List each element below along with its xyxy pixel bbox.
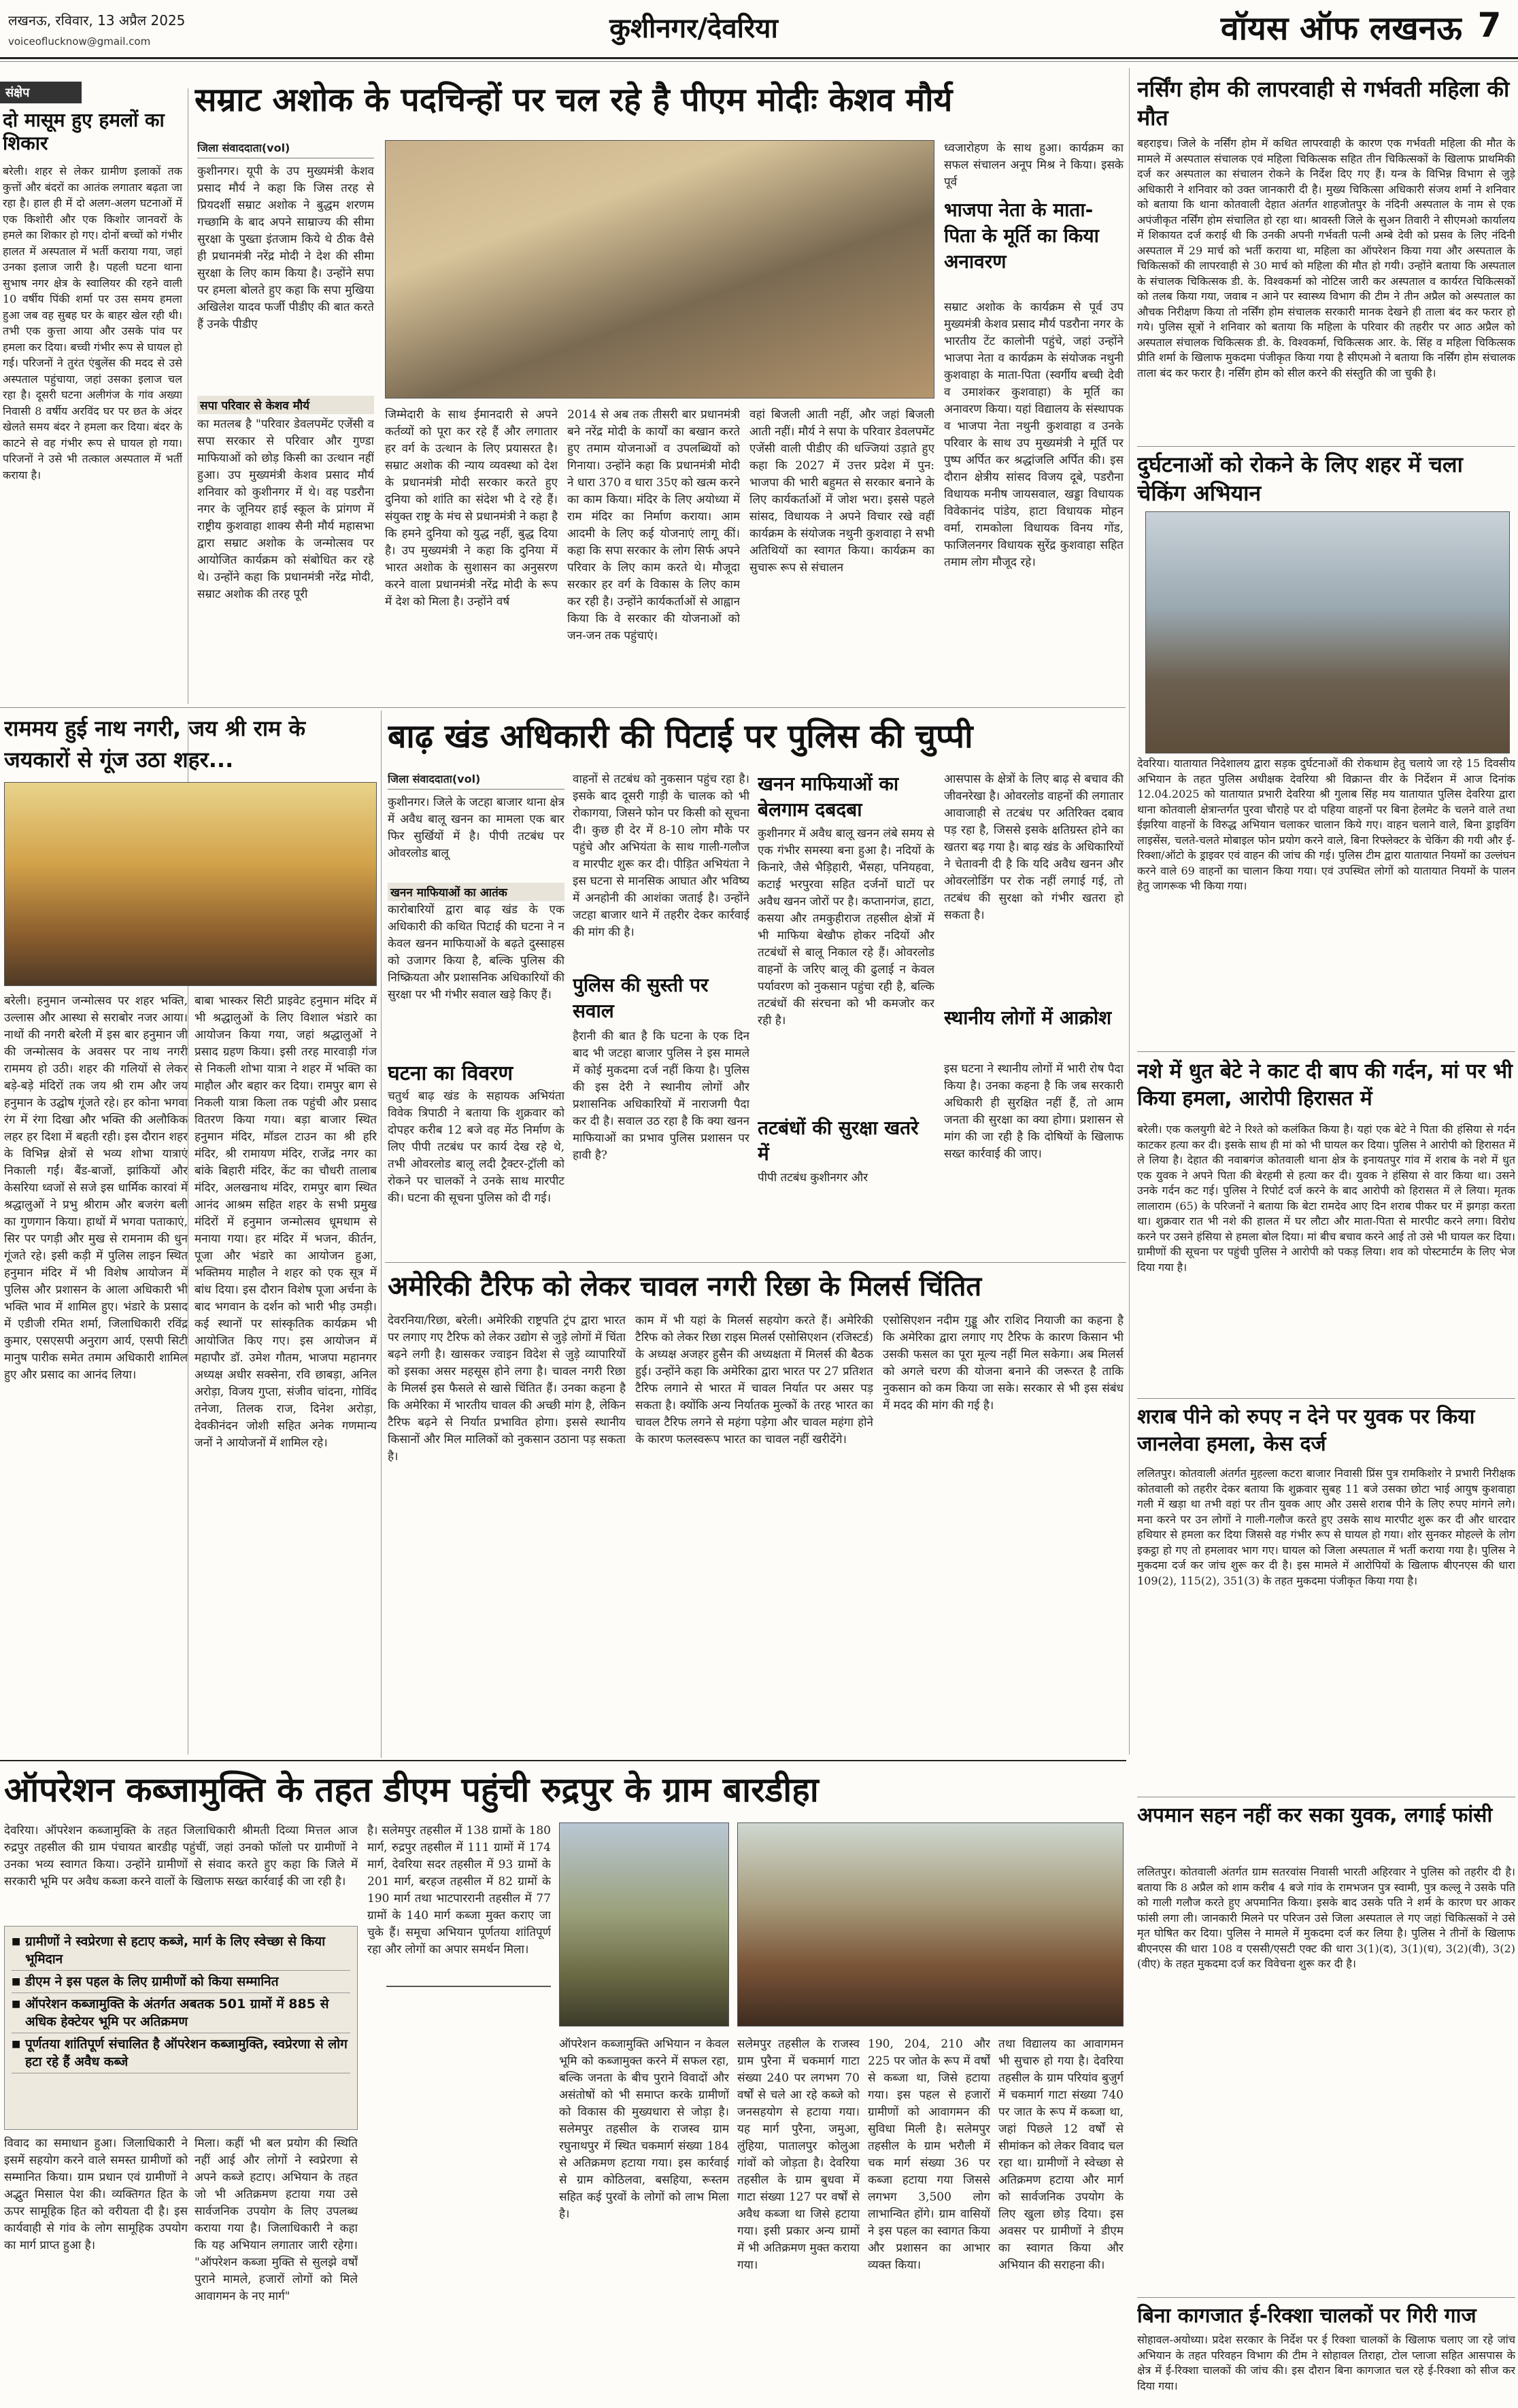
badh-col2b: हैरानी की बात है कि घटना के एक दिन बाद भी जटहा बाजार पुलिस ने इस मामले में कोई मुकदमा दर्ज नहीं किया है। पुलिस की इस देरी ने स्थानीय लोगों और प्रशासनिक अधिकारियों में नाराजगी पैदा कर दी है। सवाल उठ रहा है कि क्या खनन माफियाओं का प्रभाव पुलिस प्रशासन पर हावी है? [573, 1030, 749, 1162]
ashok-col1b: का मतलब है "परिवार डेवलपमेंट एजेंसी व सपा सरकार से परिवार और गुण्डा माफियाओं को छोड़ किसी का उत्थान नहीं हुआ। उप मुख्यमंत्री केशव प्रसाद मौर्य शनिवार को कुशीनगर में थे। वह पडरौना नगर के जूनियर हाई स्कूल के प्रांगण में राष्ट्रीय कुशवाहा शाक्य सैनी मौर्य महासभा द्वारा सम्राट अशोक के जन्मोत्सव पर आयोजित कार्यक्रम को संबोधित कर रहे थे। उन्होंने कहा कि प्रधानमंत्री नरेंद्र मोदी, सम्राट अशोक की तरह पूरी [197, 418, 374, 601]
brief-headline: दो मासूम हुए हमलों का शिकार [3, 109, 165, 154]
kabza-photo-2 [737, 1822, 1124, 2027]
divider-checking [1137, 1051, 1515, 1052]
badh-col2: वाहनों से तटबंध को नुकसान पहुंच रहा है। इसके बाद दूसरी गाड़ी के चालक को भी रोकागया, जिसने फोन पर किसी को सूचना दी। कुछ ही देर में 8-10 लोग मौके पर पहुंचे और अभियंता के साथ गाली-गलौज व मारपीट शुरू कर दी। पीड़ित अभियंता ने इस घटना से मानसिक आघात और भविष्य में अनहोनी की आशंका जताई है। उन्होंने जटहा बाजार थाने में तहरीर देकर कार्रवाई की मांग की है। [573, 773, 749, 939]
badh-sub6: स्थानीय लोगों में आक्रोश [944, 1006, 1112, 1029]
kabza-bullet: ■ पूर्णतया शांतिपूर्ण संचालित है ऑपरेशन कब्जामुक्ति, स्वप्रेरणा से लोग हटा रहे हैं अवैध कब्जे [12, 2033, 350, 2073]
checking-body: देवरिया। यातायात निदेशालय द्वारा सड़क दुर्घटनाओं की रोकथाम हेतु चलाये जा रहे 15 दिवसीय अभियान के तहत पुलिस अधीक्षक देवरिया श्री विक्रान्त वीर के निर्देशन में आज दिनांक 12.04.2025 को यातायात प्रभारी देवरिया श्री गुलाब सिंह मय यातायात पुलिस देवरिया द्वारा थाना कोतवाली क्षेत्रान्तर्गत पुरवा चौराहे पर दो पहिया वाहनों पर बिना हेलमेट के चलने वाले तथा ईझरिया वाहनों के विरुद्ध अभियान चलाकर चालान किये गए। वाहन चलाने वाले, बिना ड्राइविंग लाइसेंस, चलते-चलते मोबाइल फोन प्रयोग करने वाले, बिना रिफ्लेक्टर के चेकिंग की गयी और ई-रिक्शा/ऑटो के ड्राइवर एवं वाहन की जांच की गई। पुलिस टीम द्वारा यातायात नियमों का उल्लंघन करने वाले 69 वाहनों का चालान किया गया। एवं उपस्थित लोगों को यातायात नियमों के पालन हेतु जागरूक भी किया गया। [1137, 757, 1515, 892]
bjp-headline: भाजपा नेता के माता-पिता के मूर्ति का किया अनावरण [944, 199, 1099, 273]
badh-sub3: पुलिस की सुस्ती पर सवाल [573, 974, 709, 1022]
checking-headline: दुर्घटनाओं को रोकने के लिए शहर में चला चेकिंग अभियान [1137, 452, 1463, 506]
badh-sub4: खनन माफियाओं का बेलगाम दबदबा [758, 773, 899, 821]
sharab-headline: शराब पीने को रुपए न देने पर युवक पर किया जानलेवा हमला, केस दर्ज [1137, 1405, 1475, 1456]
tariff-col1: देवरनिया/रिछा, बरेली। अमेरिकी राष्ट्रपति ट्रंप द्वारा भारत पर लगाए गए टैरिफ को लेकर उद्योग से जुड़े लोगों में चिंता बढ़ने लगी है। खासकर ज्वाइन विदेश से जुड़े व्यापारियों को इसका असर महसूस होने लगा है। चावल नगरी रिछा के मिलर्स इस फैसले से खासे चिंतित हैं। उनका कहना है कि अमेरिका में भारतीय चावल की अच्छी मांग है, लेकिन टैरिफ बढ़ने से निर्यात प्रभावित होगा। इससे स्थानीय किसानों और मिल मालिकों को नुकसान उठाना पड़ सकता है। [388, 1314, 626, 1463]
divider-nursing [1137, 446, 1515, 447]
apmaan-body: ललितपुर। कोतवाली अंतर्गत ग्राम सतरवांस निवासी भारती अहिरवार ने पुलिस को तहरीर दी है। बताया कि 8 अप्रैल को शाम करीब 4 बजे गांव के रामभजन पुत्र स्वामी, पुत्र कल्लू ने उसके पति को गाली गलौज करते हुए अपमानित किया। इसके बाद उसके पति ने शर्म के कारण घर आकर फांसी लगा ली। जानकारी मिलने पर परिजन उसे जिला अस्पताल ले गए जहां चिकित्सकों ने उसे मृत घोषित कर दिया। पुलिस ने मामले में मुकदमा दर्ज कर लिया है। पुलिस ने तीनों के खिलाफ बीएनएस की धारा 108 व एससी/एसटी एक्ट की धारा 3(1)(द), 3(1)(ध), 3(2)(वी), 3(2)(वीए) के तहत मुकदमा दर्ज कर विवेचना शुरू कर दी है। [1137, 1865, 1515, 1970]
paper-name: वॉयस ऑफ लखनऊ [1220, 10, 1462, 48]
apmaan-headline: अपमान सहन नहीं कर सका युवक, लगाई फांसी [1137, 1803, 1493, 1827]
badh-sub5: तटबंधों की सुरक्षा खतरे में [758, 1117, 919, 1165]
masthead-rule [0, 57, 1518, 59]
badh-headline: बाढ़ खंड अधिकारी की पिटाई पर पुलिस की चुप्पी [388, 717, 973, 756]
divider-apmaan [1137, 2297, 1515, 2298]
erickshaw-body: सोहावल-अयोध्या। प्रदेश सरकार के निर्देश पर ई रिक्शा चालकों के खिलाफ चलाए जा रहे जांच अभियान के तहत परिवहन विभाग की टीम ने सोहावल तिराहा, टोल प्लाजा सहित आसपास के क्षेत्र में ई-रिक्शा चालकों की जांच की। इस दौरान बिना कागजात चल रहे ई-रिक्शा को सीज कर दिया गया। [1137, 2333, 1515, 2392]
tariff-col2: काम में भी यहां के मिलर्स सहयोग करते हैं। अमेरिकी टैरिफ को लेकर रिछा राइस मिलर्स एसोसिएशन (रजिस्टर्ड) के अध्यक्ष अजहर हुसैन की अध्यक्षता में मिलर्स की बैठक हुई। उन्होंने कहा कि अमेरिका द्वारा भारत पर 27 प्रतिशत टैरिफ लगाने से भारत में चावल निर्यात पर असर पड़ सकता है। क्योंकि अन्य निर्यातक मुल्कों के तरह भारत का चावल टैरिफ लगने से महंगा पड़ेगा और चावल महंगा होने के कारण फलस्वरूप भारत का चावल नहीं खरीदेंगे। [635, 1314, 873, 1446]
divider [1129, 68, 1130, 1754]
ashok-sub1: सपा परिवार से केशव मौर्य [197, 396, 374, 414]
ashok-headline: सम्राट अशोक के पदचिन्हों पर चल रहे है पीएम मोदीः केशव मौर्य [195, 81, 953, 119]
ashok-photo [385, 140, 934, 398]
divider-ram [0, 707, 1126, 708]
kabza-col3: ऑपरेशन कब्जामुक्ति अभियान न केवल भूमि को कब्जामुक्त करने में सफल रहा, बल्कि जनता के बीच पुराने विवादों और असंतोषों को भी समाप्त करके ग्रामीणों को विकास की मुख्यधारा से जोड़ा है। सलेमपुर तहसील के राजस्व ग्राम रघुनाथपुर में स्थित चकमार्ग संख्या 184 से अतिक्रमण हटाया गया। इस कार्रवाई से ग्राम कोठिलवा, बसहिया, रूस्तम सहित कई पुरवों के लोगों को लाभ मिला है। [559, 2037, 729, 2221]
divider-kabza [0, 1760, 1126, 1761]
kabza-headline: ऑपरेशन कब्जामुक्ति के तहत डीएम पहुंची रुद्रपुर के ग्राम बारडीहा [4, 1770, 819, 1810]
badh-sub2: घटना का विवरण [388, 1062, 513, 1085]
divider [381, 711, 382, 1758]
erickshaw-headline: बिना कागजात ई-रिक्शा चालकों पर गिरी गाज [1137, 2304, 1477, 2328]
kabza-photo-1 [386, 1986, 551, 1987]
badh-col4: आसपास के क्षेत्रों के लिए बाढ़ से बचाव की जीवनरेखा है। ओवरलोड वाहनों की लगातार आवाजाही से तटबंध पर अतिरिक्त दबाव पड़ रहा है, जिससे इसके क्षतिग्रस्त होने का खतरा बढ़ गया है। बाढ़ खंड के अधिकारियों ने चेतावनी दी है कि यदि अवैध खनन और ओवरलोडिंग पर रोक नहीं लगाई गई, तो तटबंध की सुरक्षा को गंभीर खतरा हो सकता है। [944, 773, 1124, 922]
tariff-headline: अमेरिकी टैरिफ को लेकर चावल नगरी रिछा के मिलर्स चिंतित [388, 1271, 982, 1302]
bjp-body: सम्राट अशोक के कार्यक्रम से पूर्व उप मुख्यमंत्री केशव प्रसाद मौर्य पडरौना नगर के भारतीय टेंट कालोनी पहुंचे, जहां उन्होंने भाजपा नेता व कार्यक्रम के संयोजक नथुनी कुशवाहा के माता-पिता (स्वर्गीय बच्ची देवी व उमाशंकर कुशवाहा) के मूर्ति का अनावरण किया। यहां विद्यालय के संस्थापक व भाजपा नेता नथुनी कुशवाहा व उनके परिवार के साथ उप मुख्यमंत्री ने मूर्ति पर पुष्प अर्पित कर श्रद्धांजलि अर्पित की। इस दौरान क्षेत्रीय सांसद विजय दूबे, पडरौना विधायक मनीष जायसवाल, खड्डा विधायक विवेकानंद पांडेय, हाटा विधायक मोहन वर्मा, रामकोला विधायक विनय गोंड, फाजिलनगर विधायक सुरेंद्र कुशवाहा सहित तमाम लोग मौजूद रहे। [944, 301, 1124, 569]
ashok-col5: ध्वजारोहण के साथ हुआ। कार्यक्रम का सफल संचालन अनूप मिश्र ने किया। इसके पूर्व [944, 141, 1124, 189]
kabza-col6: तथा विद्यालय का आवागमन भी सुचारु हो गया है। देवरिया तहसील के ग्राम परियांव बुजुर्ग में चकमार्ग गाटा संख्या 740 पर जात के रूप में कब्जा था, जहां पिछले 12 वर्षों से सीमांकन को लेकर विवाद चल रहा था। ग्रामीणों ने स्वेच्छा से अतिक्रमण हटाया और मार्ग को सार्वजनिक उपयोग के लिए खुला छोड़ दिया। इस अवसर पर ग्रामीणों ने डीएम का स्वागत किया और अभियान की सराहना की। [998, 2037, 1124, 2272]
nursing-headline: नर्सिंग होम की लापरवाही से गर्भवती महिला की मौत [1137, 76, 1510, 131]
kabza-bullet: ■ ऑपरेशन कब्जामुक्ति के अंतर्गत अबतक 501 ग्रामों में 885 से अधिक हेक्टेयर भूमि पर अतिक्रमण [12, 1993, 350, 2033]
kabza-col2b: मिला। कहीं भी बल प्रयोग की स्थिति नहीं आई और लोगों ने स्वप्रेरणा से अपने कब्जे हटाए। अभियान के तहत जो भी अतिक्रमण हटाया गया उसे सार्वजनिक उपयोग के लिए उपलब्ध कराया गया है। जिलाधिकारी ने कहा कि यह अभियान लगातार जारी रहेगा। "ऑपरेशन कब्जा मुक्ति से सुलझे वर्षों पुराने मामले, हजारों लोगों को मिले आवागमन के नए मार्ग" [195, 2137, 358, 2303]
nursing-body: बहराइच। जिले के नर्सिंग होम में कथित लापरवाही के कारण एक गर्भवती महिला की मौत के मामले में अस्पताल संचालक एवं महिला चिकित्सक सहित तीन चिकित्सकों के खिलाफ प्राथमिकी दर्ज कर अस्पताल का संचालन रोकने के निर्देश दिए गए हैं। यन्त्र के विभिन्न विभाग से जुड़े अधिकारी ने शनिवार को उक्त जानकारी दी है। मुख्य चिकित्सा अधिकारी संजय शर्मा ने शनिवार को बताया कि थाना कोतवाली देहात अंतर्गत शाहजोतपुर के नंदिनी अस्पताल के नाम से एक अपंजीकृत नर्सिंग होम संचालित हो रहा था। श्रावस्ती जिले के सुअन तिवारी ने सीएमओ कार्यालय में शिकायत दर्ज कराई थी कि उनकी अपनी गर्भवती पत्नी अम्बे देवी को प्रसव के लिए नंदिनी अस्पताल में 29 मार्च को भर्ती कराया था, महिला का ऑपरेशन किया गया और अस्पताल के चिकित्सकों की लापरवाही से 30 मार्च को महिला की मौत हो गयी। उन्होंने बताया कि अस्पताल के संचालक चिकित्सक डी. के. विश्वकर्मा को नोटिस जारी कर अस्पताल व कार्यरत चिकित्सकों को तलब किया गया, जवाब न आने पर स्वास्थ्य विभाग की टीम ने तीन अप्रैल को अस्पताल का औचक निरीक्षण किया तो नर्सिंग होम संचालक सरकारी मानक देखने ही ताला बंद कर फरार हो गये। पुलिस सूत्रों ने शनिवार को बताया कि महिला के परिवार की तहरीर पर आठ अप्रैल को अस्पताल संचालक चिकित्सक डी. के. विश्वकर्मा, चिकित्सक आर. के. सिंह व महिला चिकित्सक प्रीति शर्मा के खिलाफ मुकदमा पंजीकृत किया गया है सीएमओ ने बताया कि नर्सिंग होम संचालक ताला बंद कर फरार है। नर्सिंग होम को सील करने की संस्तुति की जा चुकी है। [1137, 137, 1515, 379]
badh-col1b: कारोबारियों द्वारा बाढ़ खंड के एक अधिकारी की कथित पिटाई की घटना ने न केवल खनन माफियाओं के बढ़ते दुस्साहस को उजागर किया है, बल्कि पुलिस की निष्क्रियता और प्रशासनिक अधिकारियों की सुरक्षा पर भी गंभीर सवाल खड़े किए हैं। [388, 903, 564, 1002]
ashok-col3: 2014 से अब तक तीसरी बार प्रधानमंत्री बने नरेंद्र मोदी के कार्यों का बखान करते हुए तमाम योजनाओं व उपलब्धियों को गिनाया। उन्होंने कहा कि प्रधानमंत्री मोदी ने धारा 370 व धारा 35ए को खत्म करने का काम किया। मंदिर के लिए अयोध्या में राम मंदिर का निर्माण कराया। आम आदमी के लिए कई योजनाएं लागू कीं। कहा कि सपा सरकार के लोग सिर्फ अपने परिवार के लिए काम करते थे। मौजूदा सरकार हर वर्ग के विकास के लिए काम कर रही है। उन्होंने कार्यकर्ताओं से आह्वान किया कि वे सरकार की योजनाओं को जन-जन तक पहुंचाएं। [567, 408, 740, 643]
page-number: 7 [1477, 5, 1502, 45]
kabza-bullets [4, 1926, 358, 2130]
masthead [0, 0, 1518, 75]
tariff-col3: एसोसिएशन नदीम गुड्डू और राशिद नियाजी का कहना है कि अमेरिका द्वारा लगाए गए टैरिफ के कारण किसान भी उसकी फसल का पूरा मूल्य नहीं मिल सकेगा। अब मिलर्स को अगले चरण की योजना बनाने की जरूरत है ताकि नुकसान को कम किया जा सके। सरकार से भी इस संबंध में मदद की मांग की गई है। [883, 1314, 1124, 1412]
badh-col3b: पीपी तटबंध कुशीनगर और [758, 1171, 868, 1185]
divider-neck [1137, 1398, 1515, 1399]
kabza-col1b: विवाद का समाधान हुआ। जिलाधिकारी ने इसमें सहयोग करने वाले समस्त ग्रामीणों को सम्मानित किया। ग्राम प्रधान एवं ग्रामीणों ने अद्भुत मिसाल पेश की। व्यक्तिगत हित के ऊपर सामूहिक हित को वरीयता दी है। इस कार्यवाही से गांव के लोग सामूहिक उपयोग का मार्ग प्राप्त हुआ है। [4, 2137, 188, 2252]
ashok-bureau: जिला संवाददाता(vol) [197, 140, 374, 158]
badh-bureau: जिला संवाददाता(vol) [388, 771, 564, 790]
badh-sub1: खनन माफियाओं का आतंक [388, 883, 564, 901]
dateline: लखनऊ, रविवार, 13 अप्रैल 2025 [8, 12, 186, 29]
ram-body: बरेली। हनुमान जन्मोत्सव पर शहर भक्ति, उल्लास और आस्था से सराबोर नजर आया। नाथों की नगरी बरेली में इस बार हनुमान जी की जन्मोत्सव के अवसर पर नाथ नगरी राममय हो उठी। शहर की गलियों से लेकर बड़े-बड़े मंदिरों तक जय श्री राम और जय हनुमान के उद्घोष गूंजते रहे। हर कोना भगवा रंग में रंगा दिखा और भक्ति की अलौकिक लहर हर दिशा में बहती रही। इस दौरान शहर के विभिन्न क्षेत्रों से भव्य शोभा यात्राएं निकाली गईं। बैंड-बाजों, झांकियों और केसरिया ध्वजों से सजे इस धार्मिक कारवां में श्रद्धालुओं ने प्रभु श्रीराम और बजरंग बली का गुणगान किया। हाथों में भगवा पताकाएं, सिर पर पगड़ी और मुख से रामनाम की धुन गूंजते रहे। इसी कड़ी में पुलिस लाइन स्थित हनुमान मंदिर में भी विशेष आयोजन में पुलिस और प्रशासन के आला अधिकारी भी भक्ति भाव में शामिल हुए। भंडारे के प्रसाद में एडीजी रमित शर्मा, जिलाधिकारी रविंद्र कुमार, एसएसपी अनुराग आर्य, एसपी सिटी मानुष पारीक समेत तमाम अधिकारी शामिल हुए और प्रसाद का आनंद लिया। [4, 994, 188, 1382]
ram-headline: राममय हुई नाथ नगरी, जय श्री राम के जयकारों से गूंज उठा शहर... [4, 715, 306, 773]
sharab-body: ललितपुर। कोतवाली अंतर्गत मुहल्ला कटरा बाजार निवासी प्रिंस पुत्र रामकिशोर ने प्रभारी निरीक्षक कोतवाली को तहरीर देकर बताया कि शुक्रवार सुबह 11 बजे उसका छोटा भाई आयुष कुशवाहा गली में खड़ा था तभी वहां पर तीन युवक आए और उससे शराब पीने के लिए रुपए मांगने लगे। मना करने पर उन लोगों ने गाली-गलौज करते हुए उसके साथ मारपीट शुरू कर दी और धारदार हथियार से हमला कर दिया जिससे वह गंभीर रूप से घायल हो गया। शोर सुनकर मोहल्ले के लोग इकट्ठा हो गए तो हमलावर भाग गए। घायल को जिला अस्पताल में भर्ती कराया गया है। पुलिस ने मुकदमा दर्ज कर जांच शुरू कर दी है। इस मामले में आरोपियों के खिलाफ बीएनएस की धारा 109(2), 115(2), 351(3) के तहत मुकदमा पंजीकृत किया गया है। [1137, 1467, 1515, 1587]
brief-body: बरेली। शहर से लेकर ग्रामीण इलाकों तक कुत्तों और बंदरों का आतंक लगातार बढ़ता जा रहा है। हाल ही में दो अलग-अलग घटनाओं में एक किशोरी और एक किशोर जानवरों के हमले का शिकार हो गए। दोनों बच्चों को गंभीर हालत में अस्पताल में भर्ती कराया गया, जहां उनका इलाज जारी है। पहली घटना थाना सुभाष नगर क्षेत्र के स्वालियर की रहने वाली 10 वर्षीय पिंकी शर्मा पर उस समय हमला हुआ जब वह सुबह घर के बाहर खेल रही थी। तभी एक कुत्ता आया और उसके पांव पर हमला कर दिया। बच्ची गंभीर रूप से घायल हो गई। परिजनों ने तुरंत एंबुलेंस की मदद से उसे अस्पताल पहुंचाया, जहां उसका इलाज चल रहा है। दूसरी घटना अलीगंज के गांव अख्या निवासी 8 वर्षीय अरविंद घर पर छत के अंदर खेलते समय बंदर ने हमला कर दिया। बंदर के काटने से वह गंभीर रूप से घायल हो गया। परिजनों ने उसे भी तत्काल अस्पताल में भर्ती कराया है। [3, 165, 182, 481]
kabza-photo-1 [559, 1822, 729, 2027]
checking-photo [1145, 511, 1510, 753]
ram-photo [4, 782, 377, 986]
ashok-col2: जिम्मेदारी के साथ ईमानदारी से अपने कर्तव्यों को पूरा कर रहे हैं और लगातार हर वर्ग के उत्थान के लिए प्रयासरत है। सम्राट अशोक की न्याय व्यवस्था को देश के प्रधानमंत्री मोदी सरकार करते हुए दुनिया को शांति का संदेश भी दे रहे हैं। संयुक्त राष्ट्र के मंच से प्रधानमंत्री ने कहा है कि हमने दुनिया को युद्ध नहीं, बुद्ध दिया है। उप मुख्यमंत्री ने कहा कि दुनिया में भारत अशोक के सुशासन का अनुसरण करने वाला प्रधानमंत्री नरेंद्र मोदी के रूप में देश को मिला है। उन्होंने वर्ष [385, 408, 558, 609]
kabza-col5: 190, 204, 210 और 225 पर जोत के रूप में वर्षों से कब्जा था, जिसे हटाया गया। इस पहल से हजारों ग्रामीणों को आवागमन की सुविधा मिली है। सलेमपुर तहसील के ग्राम भरौली में चक मार्ग संख्या 36 पर कब्जा हटाया गया जिससे लगभग 3,500 लोग लाभान्वित होंगे। ग्राम वासियों ने इस पहल का स्वागत किया और प्रशासन का आभार व्यक्त किया। [868, 2037, 990, 2272]
brief-section [0, 82, 185, 704]
kabza-bullet: ■ डीएम ने इस पहल के लिए ग्रामीणों को किया सम्मानित [12, 1971, 350, 1993]
kabza-bullet: ■ ग्रामीणों ने स्वप्रेरणा से हटाए कब्जे, मार्ग के लिए स्वेच्छा से किया भूमिदान [12, 1931, 350, 1971]
email[interactable]: voiceoflucknow@gmail.com [8, 35, 151, 48]
ram-body-2: बाबा भास्कर सिटी प्राइवेट हनुमान मंदिर में भी श्रद्धालुओं के लिए विशाल भंडारे का आयोजन किया गया, जहां श्रद्धालुओं ने प्रसाद ग्रहण किया। इसी तरह मारवाड़ी गंज से निकली शोभा यात्रा ने शहर में भक्ति का माहौल और बहार कर दिया। रामपुर बाग से निकली यात्रा किला तक पहुंची और प्रसाद वितरण किया गया। बड़ा बाजार स्थित हनुमान मंदिर, मॉडल टाउन का श्री हरि मंदिर, श्री रामायण मंदिर, राजेंद्र नगर का बांके बिहारी मंदिर, केंट का चौधरी तालाब मंदिर, अलखनाथ मंदिर, रामपुर बाग स्थित आनंद आश्रम सहित शहर के सभी प्रमुख मंदिरों में हनुमान जन्मोत्सव धूमधाम से मनाया गया। हर मंदिर में भजन, कीर्तन, पूजा और भंडारे का आयोजन हुआ, भक्तिमय माहौल ने शहर को एक सूत्र में बांध दिया। इस दौरान विशेष पूजा अर्चना के बाद भगवान के दर्शन को भारी भीड़ उमड़ी। कई स्थानों पर सांस्कृतिक कार्यक्रम भी आयोजित किए गए। इस आयोजन में महापौर डॉ. उमेश गौतम, भाजपा महानगर अध्यक्ष अधीर सक्सेना, रवि छाबड़ा, अनिल अरोड़ा, विजय गुप्ता, संजीव चांदना, गोविंद तनेजा, तिलक राज, दिनेश अरोड़ा, देवकीनंदन जोशी सहित अनेक गणमान्य जनों ने आयोजनों में शामिल रहे। [195, 994, 377, 1450]
badh-col3: कुशीनगर में अवैध बालू खनन लंबे समय से एक गंभीर समस्या बना हुआ है। नदियों के किनारे, जैसे भैड़िहारी, भैंसहा, पनियहवा, कटाई भरपुरवा सहित दर्जनों घाटों पर अवैध खनन जोरों पर है। कप्तानगंज, हाटा, कसया और तमकुहीराज तहसील क्षेत्रों में भी माफिया बेखौफ होकर नदियों और तटबंधों से बालू निकाल रहे हैं। ओवरलोड वाहनों के जरिए बालू की ढुलाई न केवल पर्यावरण को नुकसान पहुंचा रही है, बल्कि तटबंधों की संरचना को भी कमजोर कर रही है। [758, 827, 934, 1028]
divider-tariff [385, 1262, 1126, 1263]
neck-headline: नशे में धुत बेटे ने काट दी बाप की गर्दन, मां पर भी किया हमला, आरोपी हिरासत में [1137, 1059, 1513, 1110]
ashok-col1: कुशीनगर। यूपी के उप मुख्यमंत्री केशव प्रसाद मौर्य ने कहा कि जिस तरह से प्रियदर्शी सम्राट अशोक ने बुद्धम शरणम गच्छामि के बाद अपने साम्राज्य की सीमा सुरक्षा के पुख्ता इंतजाम किये थे ठीक वैसे ही प्रधानमंत्री नरेंद्र मोदी ने देश की सीमा सुरक्षा के लिए काम किया है। उन्होंने सपा पर हमला बोलते हुए कहा कि सपा मुखिया अखिलेश यादव फर्जी पीडीए की बात करते हैं उनके पीडीए [197, 165, 374, 331]
badh-col1: कुशीनगर। जिले के जटहा बाजार थाना क्षेत्र में अवैध बालू खनन का मामला एक बार फिर सुर्खियों में है। पीपी तटबंध पर ओवरलोड बालू [388, 796, 564, 860]
badh-col1c: चतुर्थ बाढ़ खंड के सहायक अभियंता विवेक त्रिपाठी ने बताया कि शुक्रवार को दोपहर करीब 12 बजे वह मेंठ निर्माण के लिए पीपी तटबंध पर कार्य देख रहे थे, तभी ओवरलोड बालू लदी ट्रैक्टर-ट्रॉली को रोकने पर चालकों ने उनके साथ मारपीट की। घटना की सूचना पुलिस को दी गई। [388, 1089, 564, 1205]
kabza-col2: है। सलेमपुर तहसील में 138 ग्रामों के 180 मार्ग, रुद्रपुर तहसील में 111 ग्रामों में 174 मार्ग, देवरिया सदर तहसील में 93 ग्रामों के 201 मार्ग, बरहज तहसील में 82 ग्रामों के 190 मार्ग तथा भाटपाररानी तहसील में 77 ग्रामों के 140 मार्ग कब्जा मुक्त कराए जा चुके हैं। समूचा अभियान पूर्णतया शांतिपूर्ण रहा और लोगों का अपार समर्थन मिला। [367, 1824, 551, 1956]
brief-label: संक्षेप [0, 82, 82, 103]
kabza-col4: सलेमपुर तहसील के राजस्व ग्राम पुरैना में चकमार्ग गाटा संख्या 240 पर लगभग 70 वर्षों से चले आ रहे कब्जे को जनसहयोग से हटाया गया। यह मार्ग पुरैना, जमुआ, लुंहिया, पातालपुर कोलुआ गांवों को जोड़ता है। देवरिया तहसील के ग्राम बुधवा में गाटा संख्या 127 पर वर्षों से अवैध कब्जा था जिसे हटाया गया। इसी प्रकार अन्य ग्रामों में भी अतिक्रमण मुक्त कराया गया। [737, 2037, 860, 2272]
kabza-col1: देवरिया। ऑपरेशन कब्जामुक्ति के तहत जिलाधिकारी श्रीमती दिव्या मित्तल आज रुद्रपुर तहसील की ग्राम पंचायत बारडीह पहुंचीं, जहां उनको फॉलो पर ग्रामीणों ने उनका भव्य स्वागत किया। उन्होंने ग्रामीणों से संवाद करते हुए कहा कि जिले में सरकारी भूमि पर अवैध कब्जा करने वालों के खिलाफ सख्त कार्रवाई की जा रही है। [4, 1824, 358, 1888]
masthead-rule-2 [0, 61, 1518, 62]
badh-col4b: इस घटना ने स्थानीय लोगों में भारी रोष पैदा किया है। उनका कहना है कि जब सरकारी अधिकारी ही सुरक्षित नहीं हैं, तो आम जनता की सुरक्षा का क्या होगा। प्रशासन से मांग की जा रही है कि दोषियों के खिलाफ सख्त कार्रवाई की जाए। [944, 1062, 1124, 1161]
section-title: कुशीनगर/देवरिया [609, 13, 778, 44]
ashok-col4: वहां बिजली आती नहीं, और जहां बिजली आती नहीं। मौर्य ने सपा के परिवार डेवलपमेंट एजेंसी वाली पीडीए की धज्जियां उड़ाते हुए कहा कि 2027 में उत्तर प्रदेश में पुन: भाजपा की भारी बहुमत से सरकार बनाने के लिए कार्यकर्ताओं में जोश भरा। इससे पहले सांसद, विधायक ने अपने विचार रखे वहीं कार्यक्रम के संयोजक नथुनी कुशवाहा ने सभी अतिथियों का स्वागत किया। कार्यक्रम का सुचारू रूप से संचालन [749, 408, 934, 575]
neck-body: बरेली। एक कलयुगी बेटे ने रिश्ते को कलंकित किया है। यहां एक बेटे ने पिता की हंसिया से गर्दन काटकर हत्या कर दी। इसके साथ ही मां को भी घायल कर दिया। पुलिस ने आरोपी को हिरासत में ले लिया है। देहात की नवाबगंज कोतवाली थाना क्षेत्र के इनायतपुर गांव में शराब के नशे में धुत एक युवक ने अपने पिता की बेरहमी से हत्या कर दी। युवक ने हंसिया से वार किया था। उसने उनके गर्दन कट गई। पुलिस ने रिपोर्ट दर्ज करने के बाद आरोपी को हिरासत में ले लिया। मृतक लालाराम (65) के परिजनों ने बताया कि बेटा रामदेव आए दिन शराब पीकर घर में झगड़ा करता था। शुक्रवार रात भी नशे की हालत में घर लौटा और माता-पिता से मारपीट करने लगा। विरोध करने पर उसने हंसिया से हमला बोल दिया। मां बीच बचाव करने आई तो उसे भी घायल कर दिया। ग्रामीणों की सूचना पर पहुंची पुलिस ने आरोपी को पकड़ लिया। शव को पोस्टमार्टम के लिए भेज दिया गया है। [1137, 1123, 1515, 1274]
